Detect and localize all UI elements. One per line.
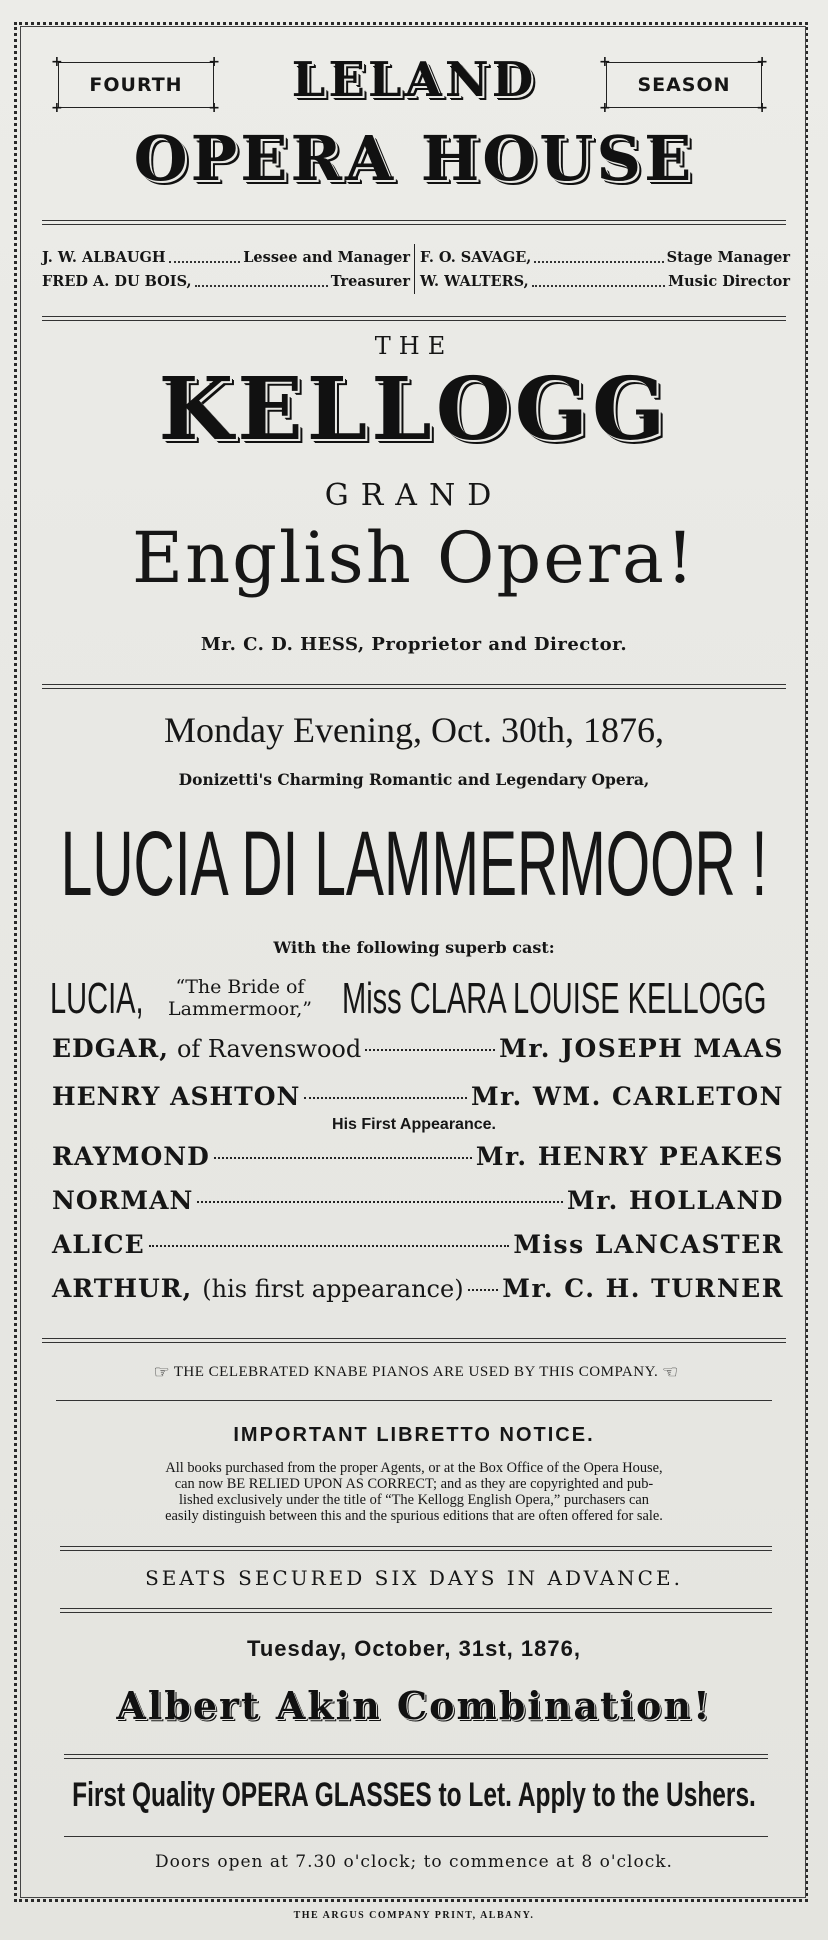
pointing-hand-icon: ☞ (662, 1361, 679, 1383)
lead-role: LUCIA, (50, 974, 144, 1023)
staff-divider (414, 244, 415, 294)
libretto-body (56, 1460, 772, 1524)
staff-role: Stage Manager (666, 249, 790, 266)
divider (64, 1836, 768, 1837)
lead-descriptor (164, 976, 316, 1020)
cast-intro: With the following superb cast: (273, 938, 555, 957)
opera-title-wrap (0, 806, 828, 926)
seats-notice: SEATS SECURED SIX DAYS IN ADVANCE. (145, 1566, 683, 1590)
divider (60, 1546, 772, 1551)
cast-role: HENRY ASHTON (52, 1082, 301, 1111)
libretto-line: All books purchased from the proper Agents, or at the Box Office of the Opera House, (165, 1460, 663, 1476)
cast-role: ARTHUR, (52, 1274, 193, 1303)
libretto-line: lished exclusively under the title of “The Kellogg English Opera,” purchasers can (179, 1492, 649, 1508)
cast-row (52, 1274, 784, 1312)
company-grand: GRAND (324, 478, 504, 513)
proprietor: Mr. C. D. HESS, Proprietor and Director. (200, 634, 628, 655)
glasses-wrap (0, 1770, 828, 1824)
inner-border (20, 26, 806, 1898)
divider (64, 1754, 768, 1759)
ashton-note: His First Appearance. (332, 1116, 496, 1133)
staff-role: Music Director (668, 273, 790, 290)
cast-row (52, 1186, 784, 1224)
pointing-hand-icon: ☞ (153, 1361, 170, 1383)
cast-actor: Mr. JOSEPH MAAS (499, 1034, 784, 1063)
divider (60, 1608, 772, 1613)
staff-role: Treasurer (330, 273, 410, 290)
divider (56, 1400, 772, 1401)
theatre-name: LELAND (291, 52, 537, 108)
performance-intro: Donizetti's Charming Romantic and Legendary Opera, (178, 770, 650, 789)
lead-descriptor-line: Lammermoor,” (168, 998, 312, 1020)
pianos-line (56, 1360, 776, 1384)
divider (42, 316, 786, 321)
season-number-box: + + + + FOURTH (51, 54, 221, 116)
divider (42, 1338, 786, 1343)
company-name: KELLOGG (158, 359, 670, 460)
season-label: SEASON (637, 74, 731, 96)
lead-cast-row (50, 972, 790, 1026)
cast-role-detail: of Ravenswood (176, 1035, 362, 1063)
libretto-line: can now BE RELIED UPON AS CORRECT; and as they are copyrighted and pub- (174, 1476, 654, 1492)
cast-actor: Miss LANCASTER (513, 1230, 784, 1259)
next-show-title: Albert Akin Combination! (116, 1683, 712, 1728)
cast-role: ALICE (52, 1230, 145, 1259)
libretto-line: easily distinguish between this and the spurious editions that are often offered for sale. (165, 1508, 663, 1524)
cast-actor: Mr. HOLLAND (567, 1186, 784, 1215)
cast-role: EDGAR, (52, 1034, 169, 1063)
opera-title: LUCIA DI LAMMERMOOR ! (60, 813, 768, 915)
cast-row (52, 1034, 784, 1072)
divider (42, 684, 786, 689)
glasses-notice: First Quality OPERA GLASSES to Let. Apply to the Ushers. (72, 1776, 756, 1814)
company-title: English Opera! (132, 517, 696, 599)
cast-row (52, 1082, 784, 1120)
lead-descriptor-line: “The Bride of (175, 976, 305, 998)
doors-notice: Doors open at 7.30 o'clock; to commence at 8 o'clock. (155, 1852, 673, 1872)
performance-date: Monday Evening, Oct. 30th, 1876, (164, 710, 664, 750)
cast-role-detail: (his first appearance) (202, 1275, 464, 1303)
cast-role: RAYMOND (52, 1142, 210, 1171)
staff-name: F. O. SAVAGE, (420, 249, 532, 266)
staff-left (42, 246, 410, 294)
libretto-heading: IMPORTANT LIBRETTO NOTICE. (233, 1424, 595, 1446)
staff-role: Lessee and Manager (243, 249, 410, 266)
cast-row (52, 1230, 784, 1268)
theatre-type: OPERA HOUSE (133, 122, 695, 195)
divider (42, 220, 786, 225)
cast-actor: Mr. C. H. TURNER (502, 1274, 784, 1303)
staff-right (420, 246, 790, 294)
cast-role: NORMAN (52, 1186, 194, 1215)
staff-name: FRED A. DU BOIS, (42, 273, 192, 290)
cast-actor: Mr. HENRY PEAKES (475, 1142, 784, 1171)
staff-name: J. W. ALBAUGH (42, 249, 166, 266)
pianos-text: THE CELEBRATED KNABE PIANOS ARE USED BY THIS COMPANY. (173, 1363, 659, 1380)
next-show-date: Tuesday, October, 31st, 1876, (247, 1636, 581, 1661)
staff-name: W. WALTERS, (420, 273, 529, 290)
cast-row (52, 1142, 784, 1180)
cast-actor: Mr. WM. CARLETON (470, 1082, 784, 1111)
company-the: THE (374, 332, 454, 360)
season-number-label: FOURTH (89, 74, 183, 96)
season-box: + + + + SEASON (599, 54, 769, 116)
printer-credit: THE ARGUS COMPANY PRINT, ALBANY. (293, 1910, 535, 1921)
lead-actor: Miss CLARA LOUISE KELLOGG (342, 974, 767, 1023)
